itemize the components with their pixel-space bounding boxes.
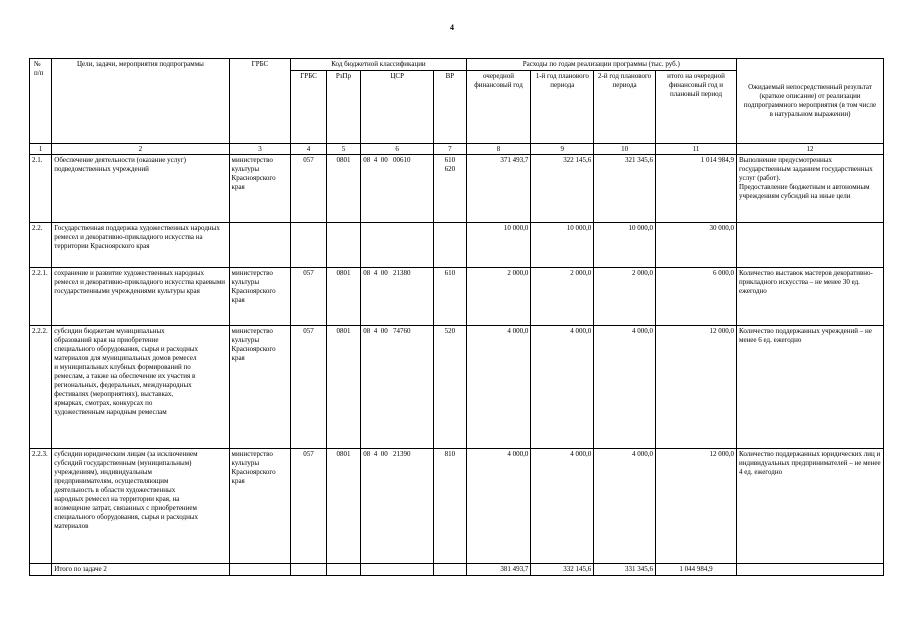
total-year2: 331 345,6 [594, 564, 656, 576]
row-grbs-name: министерство культуры Красноярского края [229, 326, 291, 449]
row-grbs-name: министерство культуры Красноярского края [229, 268, 291, 326]
table-row [30, 268, 884, 326]
row-rzpr: 0801 [326, 268, 360, 326]
row-year2: 4 000,0 [594, 449, 656, 564]
row-vr: 520 [434, 326, 466, 449]
row-total: 12 000,0 [655, 326, 736, 449]
column-number: 5 [326, 144, 360, 155]
row-total: 30 000,0 [655, 223, 736, 268]
row-current: 371 493,7 [466, 155, 531, 223]
column-number: 1 [30, 144, 52, 155]
row-total: 6 000,0 [655, 268, 736, 326]
row-total: 1 014 984,9 [655, 155, 736, 223]
header-exp-current: очередной финансовый год [466, 71, 531, 144]
total-label: Итого по задаче 2 [52, 564, 229, 576]
row-current: 10 000,0 [466, 223, 531, 268]
row-vr: 610 [434, 268, 466, 326]
header-kbk-csr: ЦСР [361, 71, 434, 144]
total-empty [30, 564, 52, 576]
row-grbs-name: министерство культуры Красноярского края [229, 449, 291, 564]
table-row [30, 223, 884, 268]
row-result: Количество поддержанных юридических лиц и индивидуальных предпринимателей – не менее 4 ед. ежегодно [737, 449, 884, 564]
total-year1: 332 145,6 [531, 564, 594, 576]
row-rzpr [326, 223, 360, 268]
row-year1: 322 145,6 [531, 155, 594, 223]
header-grbs: ГРБС [229, 59, 291, 144]
column-number: 7 [434, 144, 466, 155]
total-empty [291, 564, 326, 576]
total-row [30, 564, 884, 576]
table-row [30, 326, 884, 449]
total-empty [434, 564, 466, 576]
row-num: 2.2.1. [30, 268, 52, 326]
row-year2: 2 000,0 [594, 268, 656, 326]
header-kbk-vr: ВР [434, 71, 466, 144]
header-result: Ожидаемый непосредственный результат (краткое описание) от реализации подпрограммного мероприятия (в том числе в натуральном выражении) [737, 59, 884, 144]
column-number-row [30, 144, 884, 155]
row-current: 4 000,0 [466, 449, 531, 564]
column-number: 10 [594, 144, 656, 155]
row-grbs-code: 057 [291, 326, 326, 449]
row-name: субсидии бюджетам муниципальных образований края на приобретение специального оборудования, сырья и расходных материалов для муниципальных домов ремесел и муниципальных клубных формирований по ремеслам, а также на обеспечение их участия в региональных, федеральных, международных фестивалях (мероприятиях), выставках, ярмарках, смотрах, конкурсах по художественным народным ремеслам [52, 326, 229, 449]
header-expenses: Расходы по годам реализации программы (тыс. руб.) [466, 59, 736, 71]
total-empty [326, 564, 360, 576]
header-exp-year2: 2-й год планового периода [594, 71, 656, 144]
row-grbs-code [291, 223, 326, 268]
row-vr [434, 223, 466, 268]
row-year1: 4 000,0 [531, 326, 594, 449]
row-grbs-code: 057 [291, 268, 326, 326]
row-vr: 810 [434, 449, 466, 564]
column-number: 4 [291, 144, 326, 155]
header-row-1 [30, 59, 884, 71]
row-vr: 610 620 [434, 155, 466, 223]
table-row [30, 449, 884, 564]
row-rzpr: 0801 [326, 326, 360, 449]
row-csr: 08 4 00 21380 [361, 268, 434, 326]
row-name: субсидии юридическим лицам (за исключением субсидий государственным (муниципальным) учреждениям), индивидуальным предпринимателям, осуществляющим деятельность в области художественных народных ремесел на территории края, на возмещение затрат, связанных с приобретением специального оборудования, сырья и расходных материалов [52, 449, 229, 564]
total-current: 381 493,7 [466, 564, 531, 576]
header-num: № п/п [30, 59, 52, 144]
header-kbk-rzpr: РзПр [326, 71, 360, 144]
row-name: Государственная поддержка художественных народных ремесел и декоративно-прикладного искусства на территории Красноярского края [52, 223, 229, 268]
row-result: Количество поддержанных учреждений – не менее 6 ед. ежегодно [737, 326, 884, 449]
row-year2: 10 000,0 [594, 223, 656, 268]
row-current: 4 000,0 [466, 326, 531, 449]
program-table [29, 58, 884, 576]
row-year2: 4 000,0 [594, 326, 656, 449]
row-grbs-name: министерство культуры Красноярского края [229, 155, 291, 223]
row-name: сохранение и развитие художественных народных ремесел и декоративно-прикладного искусства краевыми государственными учреждениями культуры края [52, 268, 229, 326]
column-number: 12 [737, 144, 884, 155]
row-csr: 08 4 00 74760 [361, 326, 434, 449]
row-num: 2.2.3. [30, 449, 52, 564]
header-kbk: Код бюджетной классификации [291, 59, 466, 71]
row-rzpr: 0801 [326, 155, 360, 223]
header-exp-year1: 1-й год планового периода [531, 71, 594, 144]
row-num: 2.1. [30, 155, 52, 223]
row-num: 2.2. [30, 223, 52, 268]
column-number: 6 [361, 144, 434, 155]
row-current: 2 000,0 [466, 268, 531, 326]
header-exp-total: итого на очередной финансовый год и плановый период [655, 71, 736, 144]
total-empty [229, 564, 291, 576]
total-total: 1 044 984,9 [655, 564, 736, 576]
row-result: Количество выставок мастеров декоративно-прикладного искусства – не менее 30 ед. ежегодно [737, 268, 884, 326]
column-number: 11 [655, 144, 736, 155]
row-csr [361, 223, 434, 268]
total-empty [737, 564, 884, 576]
total-empty [361, 564, 434, 576]
row-total: 12 000,0 [655, 449, 736, 564]
row-grbs-code: 057 [291, 449, 326, 564]
header-goals: Цели, задачи, мероприятия подпрограммы [52, 59, 229, 144]
row-year1: 10 000,0 [531, 223, 594, 268]
row-name: Обеспечение деятельности (оказание услуг) подведомственных учреждений [52, 155, 229, 223]
column-number: 8 [466, 144, 531, 155]
column-number: 3 [229, 144, 291, 155]
header-kbk-grbs: ГРБС [291, 71, 326, 144]
row-rzpr: 0801 [326, 449, 360, 564]
row-csr: 08 4 00 21390 [361, 449, 434, 564]
row-year2: 321 345,6 [594, 155, 656, 223]
row-year1: 4 000,0 [531, 449, 594, 564]
row-num: 2.2.2. [30, 326, 52, 449]
row-grbs-code: 057 [291, 155, 326, 223]
row-year1: 2 000,0 [531, 268, 594, 326]
page-number: 4 [450, 23, 454, 32]
row-result: Выполнение предусмотренных государственным заданием государственных услуг (работ). Предоставление бюджетным и автономным учреждениям субсидий на иные цели [737, 155, 884, 223]
row-csr: 08 4 00 00610 [361, 155, 434, 223]
table-row [30, 155, 884, 223]
row-grbs-name [229, 223, 291, 268]
row-result [737, 223, 884, 268]
column-number: 2 [52, 144, 229, 155]
column-number: 9 [531, 144, 594, 155]
